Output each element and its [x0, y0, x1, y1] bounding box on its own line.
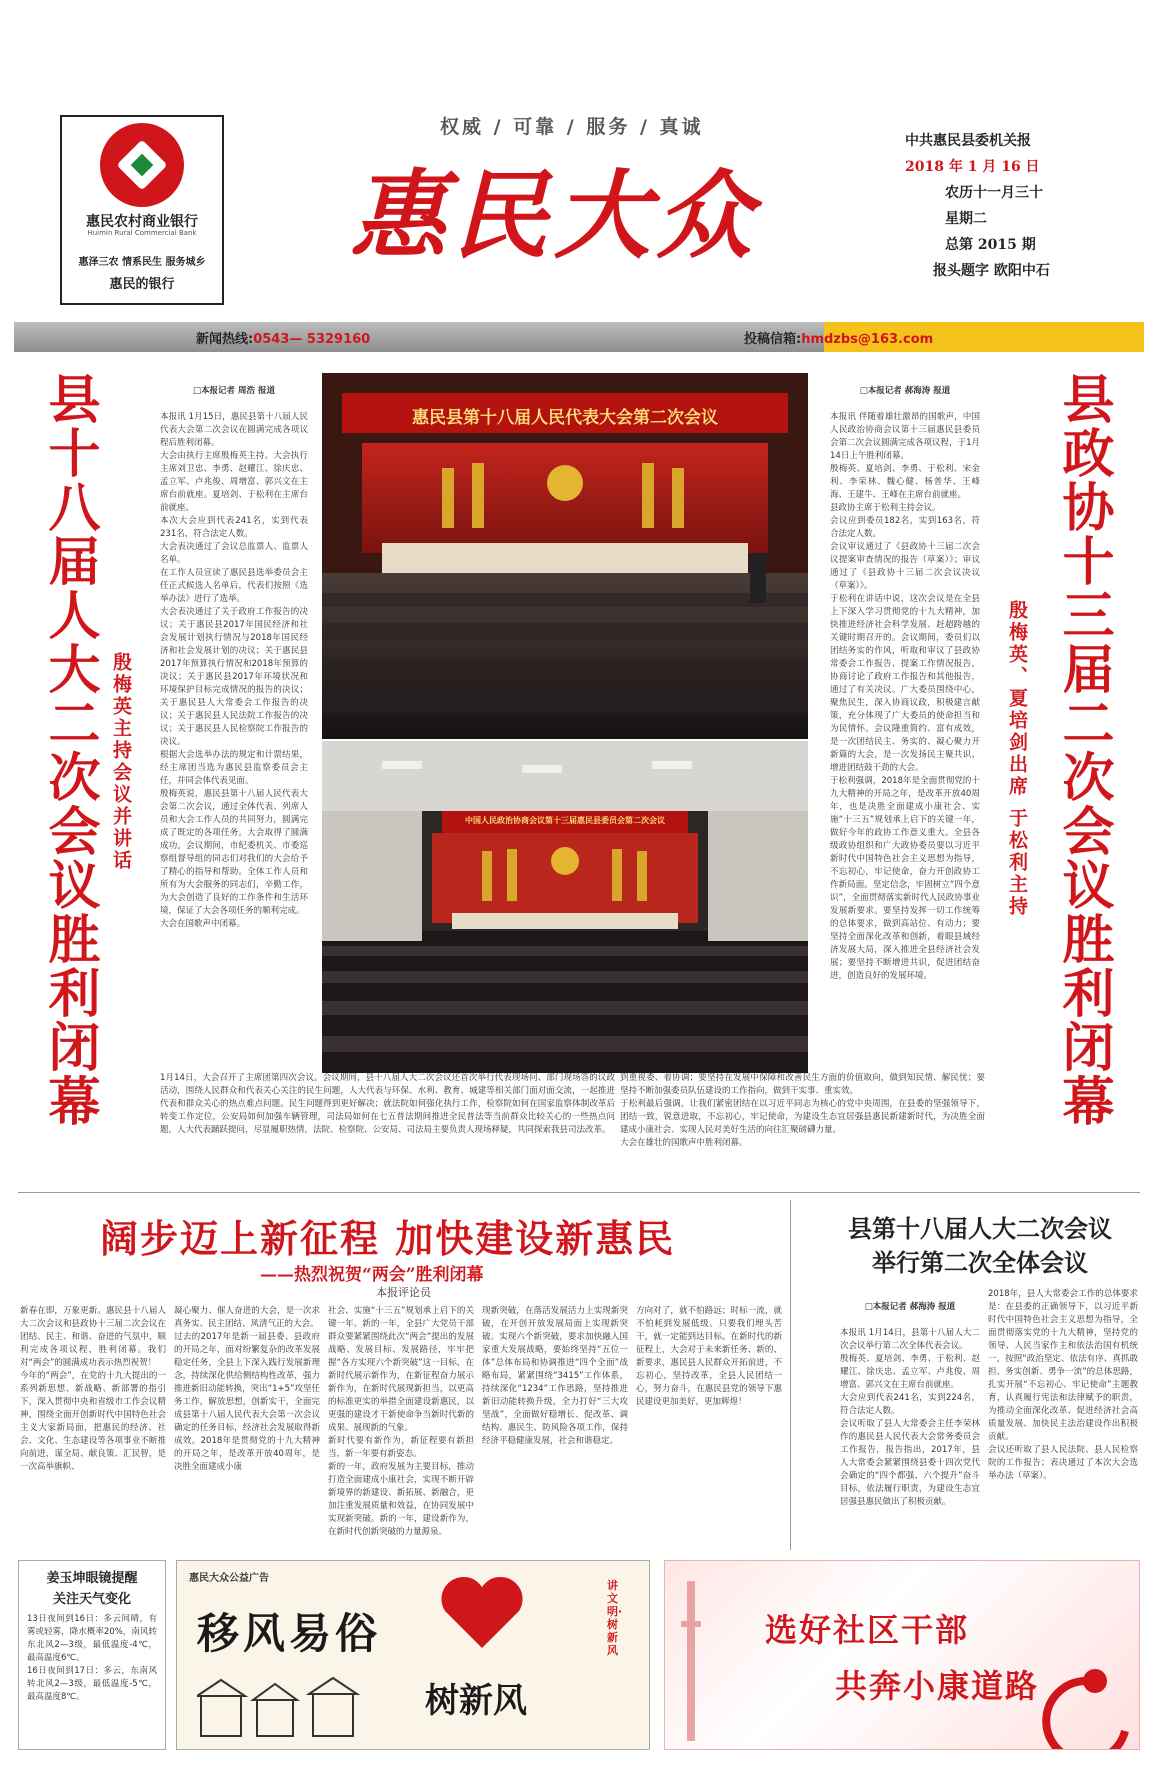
weather-body: 13日夜间到16日：多云间晴，有雾或轻雾，降水概率20%，南风转东北风2—3级，最低温度-4℃，最高温度6℃。 16日夜间到17日：多云，东南风转北风2—3级，最低温度-5℃，最高温度8℃。 — [27, 1614, 157, 1702]
left-story-col1: 本报讯 1月15日，惠民县第十八届人民代表大会第二次会议在圆满完成各项议程后胜利闭幕。 大会由执行主席殷梅英主持。大会执行主席刘卫忠、李勇、赵耀江、徐庆忠、孟立军、卢兆俊、周增富、郭兴文在主席台前就座。夏培剑、于松利在主席台前就座。 本次大会应到代表241名，实到代表231名，符合法定人数。 大会表决通过了会议总监票人、监票人名单。 在工作人员宣读了惠民县选举委员会主任正式候选人名单后，代表们按照《选举办法》进行了选举。 大会表决通过了关于政府工作报告的决议；关于惠民县2017年国民经济和社会发展计划执行情况与2018年国民经济和社会发展计划的决议；关于惠民县2017年预算执行情况和2018年预算的决议；关于惠民县2017年环境状况和环境保护目标完成情况的报告的决议；关于惠民县人大常委会工作报告的决议；关于惠民县人民法院工作报告的决议；关于惠民县人民检察院工作报告的决议。 根据大会选举办法的规定和计票结果，经主席团当选为惠民县监察委员会主任，并同会体代表见面。 殷梅英说，惠民县第十八届人民代表大会第二次会议，通过全体代表、列席人员和大会工作人员的共同努力，圆满完成了既定的各项任务。大会取得了圆满成功。会议期间，市纪委机关、市委巡察组督导组的同志们对我们的大会给予了精心的指导和帮助。全体工作人员和所有为大会服务的同志们，辛勤工作，为大会创造了良好的工作条件和生活环境，保证了大会各项任务的顺利完成。 大会在国歌声中闭幕。 — [160, 412, 308, 929]
left-story-headline: 县十八届人大二次会议胜利闭幕 — [39, 372, 100, 1128]
session-headline-1: 县第十八届人大二次会议 — [848, 1214, 1112, 1243]
email-label: 投稿信箱: — [744, 332, 802, 347]
editorial-headline: 阔步迈上新征程 加快建设新惠民 — [100, 1216, 676, 1261]
weather-title: 姜玉坤眼镜提醒 — [46, 1571, 138, 1586]
right-story-col1: 本报讯 伴随着雄壮激昂的国歌声，中国人民政治协商会议第十三届惠民县委员会第二次会议圆满完成各项议程，于1月14日上午胜利闭幕。 殷梅英、夏培剑、李勇、于松利、宋金利、李荣林、魏心健、杨普华、王峰海、王建牛、王峰在主席台前就座。 县政协主席于松利主持会议。 会议应到委员182名，实到163名，符合法定人数。 会议审议通过了《县政协十三届二次会议提案审查情况的报告（草案）》；审议通过了《县政协十三届二次会议决议（草案）》。 于松利在讲话中说，这次会议是在全县上下深入学习贯彻党的十九大精神，加快推进经济社会科学发展、赶超跨越的关键时期召开的。会议期间，委员们以团结务实的作风，听取和审议了县政协常委会工作报告、提案工作情况报告，协商讨论了政府工作报告和其他报告，通过了有关决议。广大委员围绕中心，聚焦民生，深入协商议政，积极建言献策，充分体现了广大委员的使命担当和为民情怀。会议隆重简约、富有成效，是一次团结民主、务实的、凝心聚力开新篇的大会，是一次发扬民主聚共识、增进团结鼓干劲的大会。 于松利强调，2018年是全面贯彻党的十九大精神的开局之年，是改革开放40周年，也是决胜全面建成小康社会、实施“十三五”规划承上启下的关键一年，做好今年的政协工作意义重大。全县各级政协组织和广大政协委员要以习近平新时代中国特色社会主义思想为指导，不忘初心，牢记使命，奋力开创政协工作新局面。坚定信念，牢固树立“四个意识”，全面贯彻落实新时代人民政协事业发展新要求。要坚持发挥一切工作统筹的总体要求，做到高站位、有动力；要坚持全面深化改革和创新，着眼县域经济发展大局，深入推进全县经济社会发展；要坚持不断增进共识，促进团结奋进，创造良好的发展环境。 — [830, 412, 980, 981]
ad-slogan: 树新风 — [425, 1681, 527, 1721]
email-address[interactable]: hmdzbs@163.com — [801, 332, 934, 347]
hotline-bar — [14, 322, 1144, 352]
left-story-subhead: 殷梅英主持会议并讲话 — [110, 652, 132, 872]
cppcc-session-image — [322, 741, 808, 1073]
cppcc-banner: 中国人民政治协商会议第十三届惠民县委员会第二次会议 — [465, 816, 665, 825]
bank-name: 惠民农村商业银行 — [86, 214, 198, 230]
cadre-line-1: 选好社区干部 — [765, 1611, 970, 1649]
village-scene-icon — [197, 1676, 397, 1740]
editorial-col1: 新春在即，万象更新。惠民县十八届人大二次会议和县政协十三届二次会议在团结、民主、和谐、奋进的气氛中，顺利完成各项议程，胜利闭幕。我们对“两会”的圆满成功表示热烈祝贺！ 今年的“两会”，在党的十九大提出的一系列新思想、新战略、新部署的指引下，深入贯彻中央和省级市工作会议精神，围绕全面开创新时代中国特色社会主义大家新局面，把惠民的经济、社会、文化、生态建设等各项事业不断推向前进，谋全局、献良策、汇民智，是一次高举旗帜、 — [20, 1306, 166, 1472]
editorial-col3: 社会、实施“十三五”规划承上启下的关键一年。新的一年，全县广大党员干部群众要紧紧围绕此次“两会”提出的发展战略、发展目标、发展路径，牢牢把握“各方实现六个新突破”这一目标，在新时代展示新作为，在新征程奋力展示新作为，在新时代展现新担当，以更高的标准更实的举措全面建设新惠民，以更强的建设才干新使命争当新时代新的成果、展现新的气象。 新时代要有新作为，新征程要有新担当，新一年要有新姿态。 新的一年，政府发展为主要目标，推动打造全面建成小康社会，实现不断开辟新境界的新建设、新拓展、新融合，更加注重发展质量和效益，在协同发展中实现新突破。新的一年，建设新作为，在新时代创新突破的力量源泉。 — [328, 1306, 474, 1537]
bank-slogan-2: 惠民的银行 — [109, 277, 175, 292]
cadre-ad — [664, 1560, 1140, 1750]
ad-side-text: 讲文明·树新风 — [607, 1579, 623, 1657]
left-story-bottom: 1月14日，大会召开了主席团第四次会议。会议期间，县十八届人大二次会议还首次举行代表现场问、部门现场答的议政活动，围绕人民群众和代表关心关注的民生问题，人大代表与环保、水利、教育、城建等相关部门面对面交流，一起推进代表和群众关心的热点难点问题。民生问题得到更好解决；就法院如何强化执行工作，检察院如何在国家监察体制改革后转变工作定位，公安局如何加强车辆管理，司法局如何在七五普法期间推进全民普法等当前群众比较关心的一些热点问题，人大代表踊跃提问，尽显履职热情，法院、检察院、公安局、司法局主要负责人现场释疑，共同探索我县司法改革。 — [160, 1073, 615, 1135]
issue-organ: 中共惠民县委机关报 — [905, 133, 1031, 149]
submission-email[interactable] — [744, 328, 933, 347]
session-headline-2: 举行第二次全体会议 — [872, 1248, 1088, 1277]
ad-label: 惠民大众公益广告 — [189, 1573, 269, 1584]
npc-banner: 惠民县第十八届人民代表大会第二次会议 — [412, 408, 718, 428]
weather-box — [18, 1560, 166, 1750]
masthead-title: 惠民大众 — [350, 159, 758, 272]
column-divider — [790, 1200, 791, 1550]
left-story-byline: □本报记者 周浩 报道 — [193, 386, 275, 396]
issue-lunar: 农历十一月三十 — [945, 185, 1043, 201]
bank-name-en: Huimin Rural Commercial Bank — [87, 229, 197, 237]
photo-npc-session — [322, 373, 808, 739]
right-story-headline: 县政协十三届二次会议胜利闭幕 — [1053, 372, 1114, 1128]
cadre-line-2: 共奔小康道路 — [835, 1667, 1040, 1705]
issue-info — [905, 128, 1105, 284]
session-story-body — [840, 1288, 980, 1548]
ad-title: 移风易俗 — [197, 1609, 382, 1658]
left-story-body — [160, 372, 308, 1072]
hotline-label: 新闻热线: — [196, 332, 254, 347]
cadre-ad-art — [665, 1561, 1140, 1750]
editorial-subhead: ——热烈祝贺“两会”胜利闭幕 — [260, 1265, 484, 1285]
session-col2: 2018年，县人大常委会工作的总体要求是：在县委的正确领导下，以习近平新时代中国特色社会主义思想为指导，全面贯彻落实党的十九大精神，坚持党的领导、人民当家作主和依法治国有机统一，按照“政治坚定、依法有序、真抓敢担、务实创新、勇争一流”的总体思路，扎实开展“不忘初心、牢记使命”主题教育，认真履行宪法和法律赋予的职责，为推动全面深化改革、促进经济社会高质量发展、加快民主法治建设作出积极贡献。 会议还听取了县人民法院、县人民检察院的工作报告；表决通过了本次大会选举办法（草案）。 — [988, 1289, 1138, 1481]
right-story-body — [830, 372, 980, 1072]
issue-date: 2018 年 1 月 16 日 — [905, 159, 1040, 175]
editorial-col2: 凝心聚力、催人奋进的大会，是一次求真务实、民主团结、风清气正的大会。 过去的2017年是新一届县委、县政府的开局之年，面对纷繁复杂的改革发展稳定任务，全县上下深入践行发展新理念，持续深化供给侧结构性改革，强力推进新旧动能转换，突出“1+5”攻坚任务工作，解放思想，创新实干，全面完成县第十八届人民代表大会第一次会议确定的任务目标，经济社会发展取得新成效。2018年是贯彻党的十九大精神的开局之年，是改革开放40周年，是决胜全面建成小康 — [174, 1306, 320, 1472]
right-story-bottom: 到重视委、着协调；要坚持在发展中保障和改善民生方面的价值取向，做到知民情、解民忧；要坚持不断加强委员队伍建设的工作指向，做到干实事、重实效。 于松利最后强调，让我们紧密团结在以习近平同志为核心的党中央周围，在县委的坚强领导下，团结一致，锐意进取，不忘初心，牢记使命，为建设生态宜居强县惠民新建新时代，为决胜全面建成小康社会、实现人民对美好生活的向往汇聚磅礴力量。 大会在雄壮的国歌声中胜利闭幕。 — [620, 1073, 985, 1148]
public-service-ad — [176, 1560, 650, 1750]
issue-weekday: 星期二 — [945, 211, 987, 227]
bank-ad — [60, 115, 224, 305]
issue-number: 总第 2015 期 — [945, 237, 1036, 253]
session-col1: 本报讯 1月14日，县第十八届人大二次会议举行第二次全体代表会议。 殷梅英、夏培剑、李勇、于松利、赵耀江、徐庆忠、孟立军、卢兆俊、周增富、郭兴文在主席台前就座。 大会应到代表241名，实到224名，符合法定人数。 会议听取了县人大常委会主任李荣林作的惠民县人民代表大会常务委员会工作报告，报告指出，2017年，县人大常委会紧紧围绕县委十四次党代会确定的“四个都强、六个提升”奋斗目标，依法履行职责，为建设生态宜居强县惠民做出了积极贡献。 — [840, 1328, 980, 1507]
right-story-subhead: 殷梅英、夏培剑出席 于松利主持 — [1006, 600, 1028, 918]
masthead-slogan: 权威 / 可靠 / 服务 / 真诚 — [440, 116, 704, 138]
bank-slogan: 惠泽三农 情系民生 服务城乡 — [78, 257, 206, 268]
news-hotline — [196, 328, 370, 347]
bank-logo-icon — [100, 123, 184, 207]
weather-subtitle: 关注天气变化 — [52, 1592, 131, 1607]
editorial-col4: 现新突破，在落活发展活力上实现新突破，在开创开放发展局面上实现新突破。实现六个新突破，要求加快融入国家重大发展战略，要始终坚持“五位一体”总体布局和协调推进“四个全面”战略布局，紧紧围绕“3415”工作体系，持续深化“1234”工作思路，坚持推进新旧动能转换升级，全力打好“三大攻坚战”，全面做好稳增长、促改革、调结构、惠民生、防风险各项工作，保持经济平稳健康发展，社会和谐稳定。 — [482, 1306, 628, 1446]
session-byline: □本报记者 郝海涛 报道 — [864, 1302, 956, 1312]
heart-icon — [437, 1573, 527, 1653]
photo-cppcc-session — [322, 741, 808, 1073]
issue-calligraphy: 报头题字 欧阳中石 — [933, 263, 1050, 279]
editorial-byline: 本报评论员 — [376, 1286, 431, 1299]
right-story-byline: □本报记者 郝海涛 报道 — [859, 386, 951, 396]
hotline-number: 0543— 5329160 — [253, 332, 371, 347]
editorial-col5: 方向对了，就不怕路远；时标一流，就不怕耗到发展低级。只要我们埋头苦干，就一定能到达目标。在新时代的新征程上，大会对于未来新任务、新的、新要求，惠民县人民群众开拓前进，不忘初心，坚持改革，全县人民团结一心，努力奋斗，在惠民县党的领导下惠民建设更加美好，更加辉煌！ — [636, 1306, 782, 1407]
divider — [18, 1192, 1140, 1193]
session-headline — [830, 1212, 1130, 1280]
